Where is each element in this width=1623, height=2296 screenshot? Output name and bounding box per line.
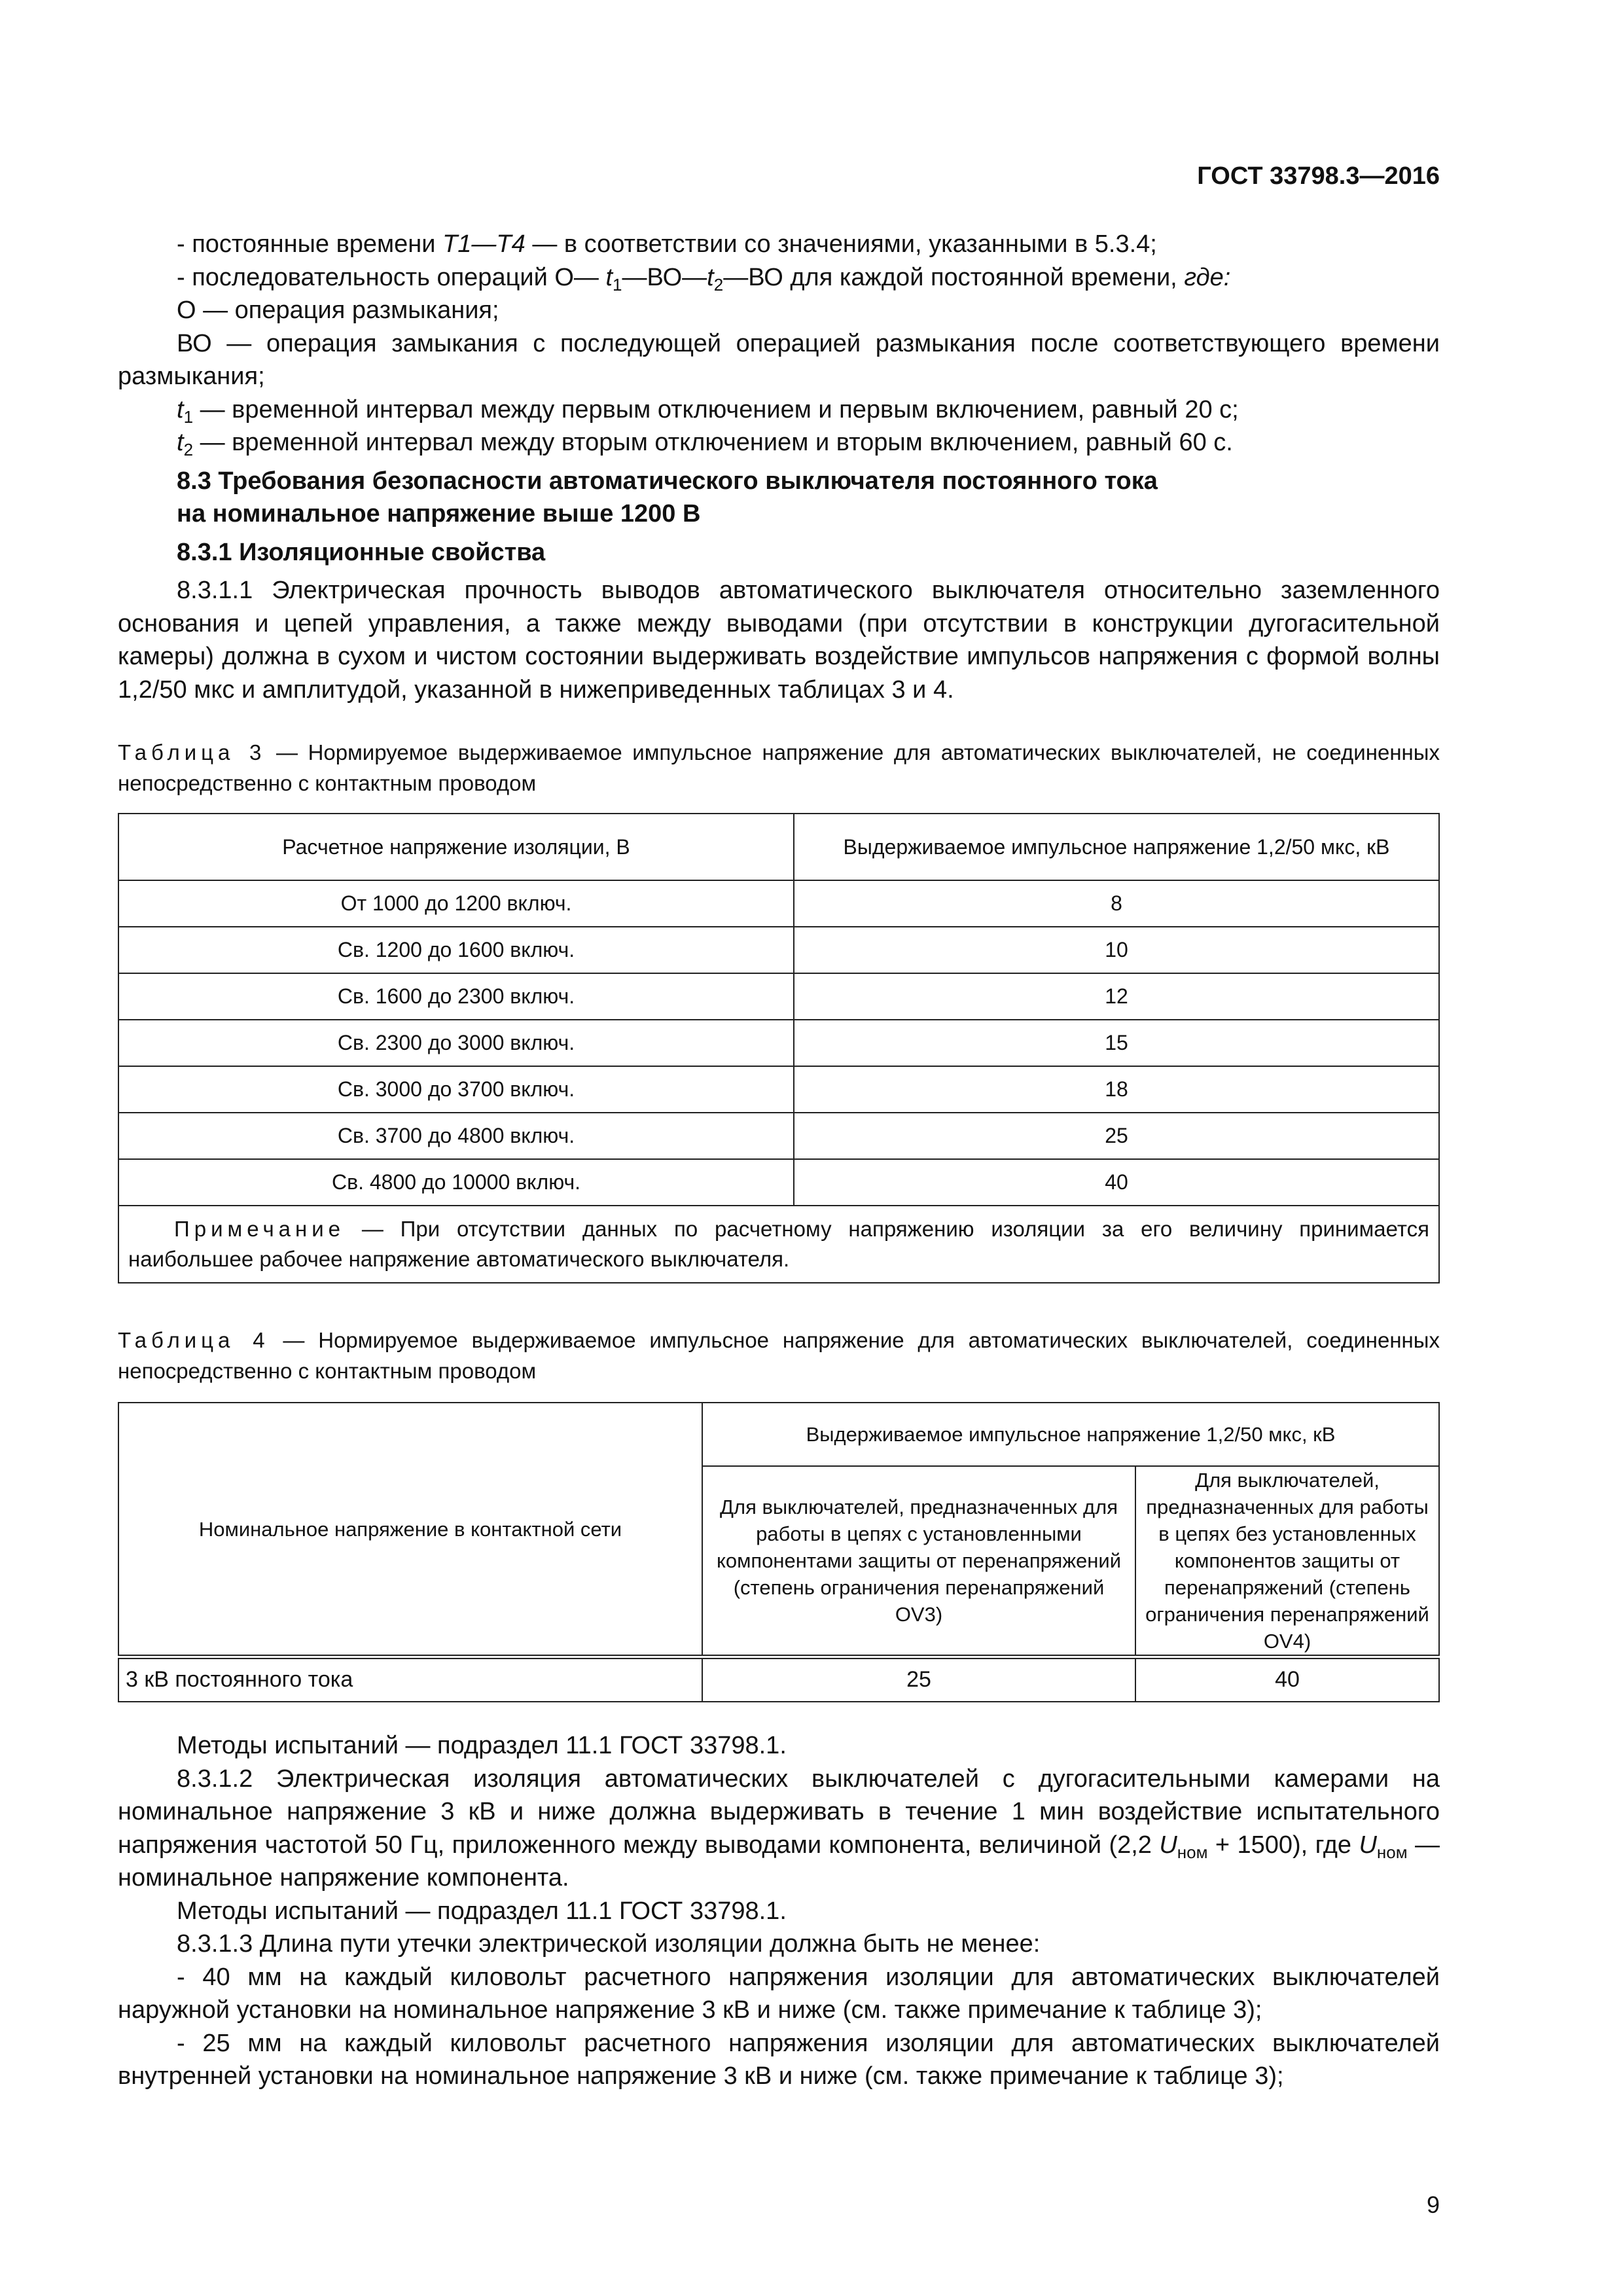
text: 8.3 Требования безопасности автоматического выключателя постоянного тока [177,467,1158,495]
text: ном [1177,1842,1208,1862]
paragraph-8-3-1-1: 8.3.1.1 Электрическая прочность выводов автоматического выключателя относительно заземленного основания и цепей управления, а также между выводами (при отсутствии в конструкции дугогасительной камеры) должна в сухом и чистом состоянии выдерживать воздействие импульсов напряжения с формой волны 1,2/50 мкс и амплитудой, указанной в нижеприведенных таблицах 3 и 4. [118,577,1440,704]
text: на номинальное напряжение выше 1200 В [177,500,701,528]
cell: 3 кВ постоянного тока [118,1657,702,1702]
section-heading-8-3 [118,465,1440,531]
table4-header-ov3: Для выключателей, предназначенных для работы в цепях с установленными компонентами защиты от перенапряжений (степень ограничения перенапряжений OV3) [702,1466,1135,1657]
after-block [118,1729,1440,2093]
text: — в соответствии со значениями, указанными в 5.3.4; [525,230,1157,258]
intro-line-2 [118,261,1440,295]
table4-header-group: Выдерживаемое импульсное напряжение 1,2/50 мкс, кВ [702,1403,1439,1466]
text: —ВО для каждой постоянной времени, [723,263,1185,291]
text: t [177,395,184,423]
cell: Св. 3700 до 4800 включ. [118,1113,794,1159]
cell: 25 [794,1113,1439,1159]
table3-header: Расчетное напряжение изоляции, В [118,814,794,880]
table3-header: Выдерживаемое импульсное напряжение 1,2/50 мкс, кВ [794,814,1439,880]
text: — временной интервал между вторым отключением и вторым включением, равный 60 с. [193,429,1233,456]
cell: Св. 2300 до 3000 включ. [118,1020,794,1066]
text: — номинальное напряжение компонента. [118,1831,1440,1892]
document-header: ГОСТ 33798.3—2016 [1197,162,1440,190]
table-row [118,1159,1439,1206]
cell: 8 [794,880,1439,927]
text: — При отсутствии данных по расчетному напряжению изоляции за его величину принимается наибольшее рабочее напряжение автоматического выключателя. [128,1217,1429,1271]
intro-line-3: О — операция размыкания; [177,296,499,324]
cell: 40 [1135,1657,1439,1702]
text: t [177,429,184,456]
table-row [118,1657,1439,1702]
cell: 10 [794,927,1439,973]
text: U [1359,1831,1377,1859]
text: - последовательность операций О— [177,263,606,291]
text: - постоянные времени [177,230,443,258]
table-row [118,1113,1439,1159]
text: Таблица 3 [118,740,266,764]
table-row [118,880,1439,927]
text: где: [1184,263,1231,291]
table3-caption [118,737,1440,798]
text: Примечание [174,1217,346,1241]
intro-line-4: ВО — операция замыкания с последующей операцией размыкания после соответствующего времени размыкания; [118,329,1440,390]
text: 2 [183,440,194,459]
text: —ВО— [622,263,707,291]
text: 1 [183,406,194,427]
table4-header-ov4: Для выключателей, предназначенных для работы в цепях без установленных компонентов защиты от перенапряжений (степень ограничения перенапряжений OV4) [1135,1466,1439,1657]
text: U [1159,1831,1177,1859]
cell: Св. 4800 до 10000 включ. [118,1159,794,1206]
cell: 12 [794,973,1439,1020]
table3-note [118,1206,1439,1283]
intro-line-1 [118,228,1440,261]
intro-line-6 [118,426,1440,459]
methods-line: Методы испытаний — подраздел 11.1 ГОСТ 33798.1. [177,1897,787,1925]
text: ном [1376,1842,1408,1862]
section-heading-8-3-1: 8.3.1 Изоляционные свойства [177,538,546,566]
methods-line: Методы испытаний — подраздел 11.1 ГОСТ 33798.1. [177,1732,787,1759]
intro-block [118,228,1440,706]
table-row [118,927,1439,973]
text: + 1500), где [1207,1831,1359,1859]
text: — Нормируемое выдерживаемое импульсное напряжение для автоматических выключателей, не соединенных непосредственно с контактным проводом [118,740,1440,795]
table-row [118,1066,1439,1113]
text: — временной интервал между первым отключением и первым включением, равный 20 с; [193,395,1239,423]
cell: 18 [794,1066,1439,1113]
text: T1—T4 [442,230,526,258]
text: Таблица 4 [118,1328,270,1352]
cell: От 1000 до 1200 включ. [118,880,794,927]
text: — Нормируемое выдерживаемое импульсное напряжение для автоматических выключателей, соединенных непосредственно с контактным проводом [118,1328,1440,1383]
cell: Св. 1600 до 2300 включ. [118,973,794,1020]
table4 [118,1402,1440,1702]
cell: Св. 3000 до 3700 включ. [118,1066,794,1113]
cell: 40 [794,1159,1439,1206]
cell: 15 [794,1020,1439,1066]
bullet-outdoor: - 40 мм на каждый киловольт расчетного напряжения изоляции для автоматических выключателей наружной установки на номинальное напряжение 3 кВ и ниже (см. также примечание к таблице 3); [118,1963,1440,2024]
bullet-indoor: - 25 мм на каждый киловольт расчетного напряжения изоляции для автоматических выключателей внутренней установки на номинальное напряжение 3 кВ и ниже (см. также примечание к таблице 3); [118,2029,1440,2090]
table3 [118,813,1440,1283]
text: t [707,263,714,291]
text: t [605,263,613,291]
page-number: 9 [1426,2191,1440,2218]
text: 1 [613,274,622,295]
table4-caption [118,1325,1440,1386]
table4-header-nominal: Номинальное напряжение в контактной сети [118,1403,702,1657]
text: 2 [713,274,724,295]
paragraph-8-3-1-2 [118,1763,1440,1895]
cell: 25 [702,1657,1135,1702]
text: 8.3.1.2 Электрическая изоляция автоматических выключателей с дугогасительными камерами на номинальное напряжение 3 кВ и ниже должна выдерживать в течение 1 мин воздействие испытательного напряжения частотой 50 Гц, приложенного между выводами компонента, величиной (2,2 [118,1765,1440,1859]
paragraph-8-3-1-3: 8.3.1.3 Длина пути утечки электрической изоляции должна быть не менее: [177,1930,1041,1958]
intro-line-5 [118,393,1440,427]
table-row [118,973,1439,1020]
cell: Св. 1200 до 1600 включ. [118,927,794,973]
table-row [118,1020,1439,1066]
